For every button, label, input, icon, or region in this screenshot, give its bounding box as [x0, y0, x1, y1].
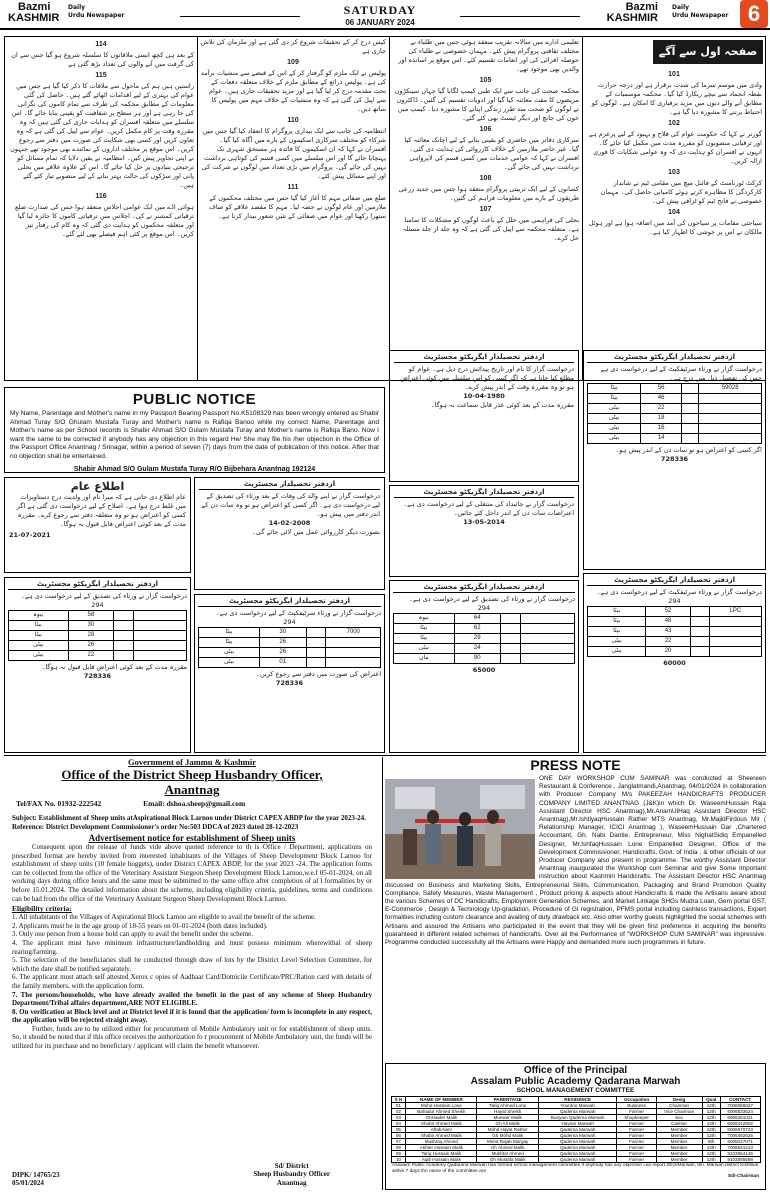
- heirs-table-g: 64 بیوہ 62 بیٹا 29 بیٹا 24 بیٹی 90 ماں: [393, 613, 575, 664]
- urdu-article-column-4: 101 وادی میں موسم سرما کی شدت برقرار ہے اور درجہ حرارت نقطہ انجماد سے نیچے ریکارڈ کیا گیا۔ محکمہ موسمیات کے مطابق آنے والے دنوں میں مزید برفباری کا امکان ہے۔ لوگوں کو احتیاط برتنے کا مشورہ دیا گیا ہے۔ 102 گورنر نے کہا کہ حکومت عوام کی فلاح و بہبود کے لیے پرعزم ہے اور ترقیاتی منصوبوں کو مقررہ مدت میں مکمل کیا جائے گا۔ انہوں نے افسران کو ہدایت دی کہ وہ عوامی شکایات کا فوری ازالہ کریں۔ 103 کرکٹ ٹورنامنٹ کے فائنل میچ میں مقامی ٹیم نے شاندار کارکردگی کا مظاہرہ کرتے ہوئے کامیابی حاصل کی۔ مہمان خصوصی نے فاتح ٹیم کو ٹرافی پیش کی۔ 104 سیاحتی مقامات پر سیاحوں کی آمد میں اضافہ ہوا ہے اور ہوٹل مالکان نے اس پر خوشی کا اظہار کیا ہے۔: [588, 71, 762, 236]
- table-cell: 12th: [702, 1103, 720, 1109]
- table-cell: Farmer: [617, 1109, 656, 1115]
- public-notice-signature: Shabir Ahmad S/O Gulam Mustafa Turay R/O Bijbehara Anantnag 192124: [73, 466, 316, 473]
- table-cell: 03: [391, 1115, 406, 1121]
- table-cell: Qaderna Marwah: [538, 1145, 617, 1151]
- table-cell: Member: [656, 1157, 702, 1163]
- criterion: 8. On verification at Block level and at District level if it is found that the application/ form is incomplete in any respect, the application will be rejected straight away.: [12, 1007, 372, 1025]
- table-cell: 12th: [702, 1109, 720, 1115]
- urdu-notice-b: ازدفتر تحصیلدار ایگزیکٹو مجسٹریٹ درخواست گزار کا نام اور تاریخ پیدائش درج ذیل ہے۔ عوام کو مطلع کیا جاتا ہے کہ اگر کسی کو اس سلسلے میں کوئی اعتراض ہو تو وہ مقررہ وقت کے اندر پیش کرے۔ 10-04-1980 مقررہ مدت کے بعد کوئی عذر قابل سماعت نہ ہوگا۔: [389, 350, 579, 482]
- table-cell: Bahadur Ahmed Sheikh: [406, 1109, 477, 1115]
- table-cell: Gh Mohd Malik: [477, 1133, 539, 1139]
- criterion: 7. The persons/households, who have already availed the benefit in the past of any scheme of Sheep Husbandry Department/Tribal affairs department,ARE NOT ELIGIBLE.: [12, 990, 372, 1008]
- table-cell: 6006670723: [720, 1127, 760, 1133]
- table-cell: GhHaider Malik: [406, 1115, 477, 1121]
- press-note: [385, 757, 766, 1057]
- table-cell: Sec: [656, 1115, 702, 1121]
- committee-column-header: CONTACT: [720, 1097, 760, 1103]
- public-notice-body: My Name, Parentage and Mother's name in my Passport Bearing Passport No.K5108329 has been wrongly entered as Shabir Ahmad Turay S/O Ghulam Mustafa Turay and Mother's name is Rafiqa Banoo while my correct Name, Parentage and Mother's name as per School records is Shabir Ahmad S/O Gulam Mustafa Turay and Mother's name is Rafiqa Bano. Now I want the same to be corrected if anybody has any objection in this regard He/ She may file his /her objection in the Office of the Passport Office Anantnag / Srinagar, within a period of seven (7) days from the date of publication of this notice. After that no objection shall be entertained.: [10, 410, 379, 460]
- table-cell: 6005027071: [720, 1139, 760, 1145]
- photo-spacer: [385, 775, 539, 881]
- committee-column-header: Occupation: [617, 1097, 656, 1103]
- table-cell: Member: [656, 1145, 702, 1151]
- table-cell: Cashier: [656, 1121, 702, 1127]
- table-cell: 9103085588: [720, 1157, 760, 1163]
- daily-label-right: Daily Urdu Newspaper: [672, 4, 729, 19]
- table-cell: Farmer: [617, 1133, 656, 1139]
- table-cell: Member: [656, 1127, 702, 1133]
- principal-footer: Assalam Public Academy Qadarana Marwah has formed school management committee if anybody has any objection can report ZEO/Marwah, teh. Marwah district Kishtwar within 7 days the name of the committee are: [392, 1163, 759, 1174]
- tel-fax: Tel/FAX No. 01932-222542: [16, 799, 102, 808]
- criterion: 3. Only one person from a house hold can apply to avail the benefit under the scheme.: [12, 930, 254, 939]
- urdu-notice-c: ازدفتر تحصیلدار ایگزیکٹو مجسٹریٹ درخواست گزار نے جائیداد کی منتقلی کے لیے درخواست دی ہے۔ اعتراضات سات دن کے اندر داخل کئے جائیں۔ 13-05-2014: [389, 485, 579, 577]
- article-number: 114: [95, 41, 107, 48]
- daily-label-left: Daily Urdu Newspaper: [68, 4, 125, 19]
- principal-signature: Sd/-Chairman: [727, 1174, 759, 1179]
- table-cell: 05: [391, 1127, 406, 1133]
- table-cell: 04: [391, 1121, 406, 1127]
- table-cell: 12th: [702, 1115, 720, 1121]
- office-heading: Office of the District Sheep Husbandry Officer,: [61, 767, 323, 782]
- signature-block: Sd/ District Sheep Husbandry Officer Anantnag: [253, 1161, 330, 1187]
- criterion: 2. Applicants must be in the age group of 18-55 years on 01-01-2024 (both dates included).: [12, 921, 268, 930]
- table-cell: 07: [391, 1139, 406, 1145]
- committee-title: SCHOOL MANAGEMENT COMMITTEE: [516, 1087, 635, 1094]
- criterion: 4. The applicant must have minimum infrastructure/landholding and must possess minimum wherewithal of sheep rearing/farming.: [12, 938, 372, 956]
- table-cell: Qaderna Marwah: [538, 1157, 617, 1163]
- masthead: [0, 0, 770, 30]
- press-note-body: ONE DAY WORKSHOP CUM SAMINAR was conducted at Sheereen Restaurant & Conference , Janglatmandi,Anantnag, 04/01/2024 in collaboration with Producer Company M/s PAKEEZAH HANDICRAFTS PRODUCER COMPANY LIMITED ANANTNAG (J&K)in which Dr. WaseemHussain Raja Assistant Director HSC Anantnag),Mr.AnamUlHaq Assistant Director HSC Anantnag),Mr.IshtiyaqHussain Rather MTS Anantnag, Mr.MajidFirdous Mir ( Relationship Manager, ICICI Anantnag ), WaseemHussain Dar ,Chartered Accountant, Gh. Nabi Dantie, Entrepreneur, Miss NighatSidiq Empanelled Designer, Mr.IshfaqHussain Lone Empanelled Designer, Office of the Development Commissioner, Handicrafts, Govt. of India , & other officials of our Producer Company also present in programme. The worthy Assistant Director Anantnag inaugurated the Workshop cum Seminar and give Some Important instruction about Kashmiri Handicrafts. The Assistant Director HSC Anantnag discussed on Business and Marketing Skills, Entrepreneurial Skills, Communication, Packaging and Brand Promotion Quality Compliance, Safety Measures, Waste Management , Product pricing & aspects about Handicrafts & made the Artisans aware about the various Schemes of DC Handicrafts, Employment Generation Schemes, and Market Linkage SHGs Mudra Loan, Gem portal GST, E-Commerce , Design & Technology Up-gradation, Procedure of GI registration, PFMS portal including cashless transactions, Expert formalities including custom clearance and availing of duty drawback etc. Also other worthy guests highlighted the social schemes with Artisans and assured the Artisans who participated in the event that they will be given first preference in acquiring the benefits guaranteed in different related schemes of handicrafts. Over all the Performance of "WORKSHOP CUM SAMINAR" was impressive. Programme conducted successfully all the Artisans were Happy and demanded more such programmes in future.: [385, 775, 766, 947]
- closing-paragraph: Further, funds are to be utilized either for procurement of Mobile Ambulatory unit or for establishment of sheep units. So, it should be noted that if this office receives the authorization fo r procurement of Mobile Ambulatory unit, the funds will be utilized for its purchase and no beneficiary / applicant will claim the benefit whatsoever.: [12, 1024, 372, 1051]
- table-cell: Gh Mustafa Malik: [477, 1157, 539, 1163]
- urdu-notice-f: ازدفتر تحصیلدار ایگزیکٹو مجسٹریٹ درخواست گزار نے ورثاء سرٹیفکیٹ کے لیے درخواست دی ہے۔ 294 7000 30 بیٹا 26 بیٹا 26 بیٹی 01 بیٹی اعتراض کی صورت میں دفتر سے رجوع کریں۔ 728336: [194, 594, 385, 753]
- table-cell: Mohd Rajab Margay: [477, 1139, 539, 1145]
- table-row: [391, 1157, 760, 1163]
- table-cell: Yourdoo Marwah: [538, 1103, 617, 1109]
- table-cell: 7006055027: [720, 1103, 760, 1109]
- urdu-notice-a: ازدفتر تحصیلدار مجسٹریٹ درخواست گزار نے اپنے والد کی وفات کے بعد ورثاء کی تصدیق کے لیے درخواست دی ہے۔ اگر کسی کو اعتراض ہو تو وہ سات دن کے اندر دفتر میں پیش ہو۔ 14-02-2008 بصورت دیگر کارروائی عمل میں لائی جائے گی۔: [194, 477, 385, 590]
- table-cell: 6006251021: [720, 1115, 760, 1121]
- table-cell: Farmer: [617, 1139, 656, 1145]
- table-cell: 01: [391, 1103, 406, 1109]
- table-cell: Farmer: [617, 1145, 656, 1151]
- table-cell: 12th: [702, 1151, 720, 1157]
- table-cell: Bunyam Qaderna Marwah: [538, 1115, 617, 1121]
- subject: Subject: Establishment of Sheep units atAspirational Block Larnoo under District CAPEX ABDP for the year 2023-24.: [12, 814, 366, 822]
- principal-title: Office of the Principal: [523, 1065, 628, 1076]
- public-notice: [4, 387, 385, 473]
- dipk-reference: DIPK/ 14765/23 05/01/2024: [12, 1171, 60, 1187]
- table-cell: Qaderna Marwah: [538, 1133, 617, 1139]
- table-cell: Mohd Hussain Lone: [406, 1103, 477, 1109]
- table-cell: Mohd Hayat Rather: [477, 1127, 539, 1133]
- press-note-title: PRESS NOTE: [530, 757, 621, 773]
- urdu-article-column-2: کیس درج کر کے تحقیقات شروع کر دی گئی ہے اور ملزمان کی تلاش جاری ہے 109 پولیس نے ایک ملزم کو گرفتار کر کے اس کے قبضے سے منشیات برآمد کی ہے۔ پولیس ذرائع کے مطابق ملزم کے خلاف متعلقہ دفعات کے تحت مقدمہ درج کر لیا گیا ہے اور مزید تحقیقات جاری ہیں۔ عوام سے اپیل کی گئی ہے کہ وہ منشیات کے خلاف مہم میں پولیس کا ساتھ دیں۔ 110 انتظامیہ کی جانب سے ایک بیداری پروگرام کا انعقاد کیا گیا جس میں شرکاء کو مختلف سرکاری اسکیموں کے بارے میں آگاہ کیا گیا۔ افسران نے کہا کہ ان اسکیموں کا فائدہ ہر مستحق شہری تک پہنچایا جائے گا اور اس سلسلے میں کسی قسم کی کوتاہی برداشت نہیں کی جائے گی۔ پروگرام میں بڑی تعداد میں لوگوں نے شرکت کی اور اپنے مسائل پیش کئے۔ 111 ضلع میں صفائی مہم کا آغاز کیا گیا جس میں مختلف محکموں کے ملازمین اور عام لوگوں نے حصہ لیا۔ مہم کا مقصد علاقے کو صاف ستھرا رکھنا اور عوام میں صفائی کے تئیں شعور بیدار کرنا ہے۔: [200, 38, 386, 220]
- sheep-husbandry-advertisement: [4, 757, 380, 1189]
- masthead-date: [180, 3, 580, 27]
- table-cell: Shabir Ahmed Malik: [406, 1121, 477, 1127]
- committee-column-header: Qual: [702, 1097, 720, 1103]
- masthead-day: SATURDAY: [343, 3, 417, 17]
- table-cell: Mukhtar Ahmed: [477, 1151, 539, 1157]
- table-cell: Qaderna Marwah: [538, 1151, 617, 1157]
- table-cell: Farmer: [617, 1127, 656, 1133]
- committee-column-header: NAME OF MEMBER: [406, 1097, 477, 1103]
- table-cell: 7006641413: [720, 1145, 760, 1151]
- table-cell: Mushtaq Ahmed: [406, 1139, 477, 1145]
- table-cell: 8th: [702, 1139, 720, 1145]
- table-cell: 09: [391, 1151, 406, 1157]
- criterion: 5. The selection of the beneficiaries shall be conducted through draw of lots by the District Level Selection Committee, for which the date shall be notified separately.: [12, 956, 372, 973]
- gov-heading: Government of Jammu & Kashmir: [128, 757, 256, 767]
- table-cell: Farmer: [617, 1157, 656, 1163]
- table-cell: 12th: [702, 1121, 720, 1127]
- urdu-notice-h: ازدفتر تحصیلدار ایگزیکٹو مجسٹریٹ درخواست گزار نے ورثاء سرٹیفکیٹ کے لیے درخواست دی ہے۔ 294 LPC 52 بیٹا 48 بیٹا 43 بیٹا 22 بیٹی 20 بیٹی 60000: [583, 573, 766, 753]
- committee-table-body: [391, 1103, 760, 1163]
- office-location: Anantnag: [164, 782, 220, 797]
- criterion: 6. The applicant must attach self attested Xerox c opies of Aadhaar Card/Domicile Certificate/PRC/Ration card with details of the family members, with the application form.: [12, 973, 372, 990]
- advertisement-title: Advertisement notice for establishment of Sheep units: [88, 833, 296, 843]
- table-cell: Vice Chairman: [656, 1109, 702, 1115]
- table-cell: Akhter Hussain Malik: [406, 1145, 477, 1151]
- table-cell: Gh Ahmed Malik: [477, 1145, 539, 1151]
- section-divider: [4, 755, 766, 756]
- table-cell: 08: [391, 1145, 406, 1151]
- brand-left: [8, 2, 59, 24]
- table-cell: Chairman: [656, 1103, 702, 1109]
- eligibility-title: Eligibility criteria:: [12, 904, 72, 914]
- table-cell: Hayran Marwah: [538, 1121, 617, 1127]
- table-cell: Farmer: [617, 1121, 656, 1127]
- brand-left-line1: Bazmi: [18, 1, 51, 13]
- brand-right: Bazmi KASHMIR: [606, 1, 658, 24]
- table-cell: Member: [656, 1133, 702, 1139]
- table-cell: Qaderna Marwah: [538, 1109, 617, 1115]
- urdu-notice-d: ازدفتر تحصیلدار ایگزیکٹو مجسٹریٹ درخواست گزار نے ورثاء سرٹیفکیٹ کے لیے درخواست دی ہے جس کی تفصیل ذیل میں درج ہے۔ 59028 56 بیٹا 46 بیٹا 22 بیٹی 18 بیٹی 16 بیٹی 14 بیٹی اگر کسی کو اعتراض ہو تو سات دن کے اندر پیش ہو۔ 728336: [583, 350, 766, 570]
- ittila-aam-title: اطلاع عام: [70, 480, 125, 493]
- table-cell: Member: [656, 1139, 702, 1145]
- page-number-badge: 6: [740, 0, 768, 28]
- table-cell: Member: [656, 1151, 702, 1157]
- column-divider: [582, 36, 583, 381]
- urdu-notice-e: ازدفتر تحصیلدار ایگزیکٹو مجسٹریٹ درخواست گزار نے ورثاء کی تصدیق کے لیے درخواست دی ہے۔ 294 58 بیوہ 30 بیٹا 28 بیٹا 26 بیٹی 22 بیٹی مقررہ مدت کے بعد کوئی اعتراض قابل قبول نہ ہوگا۔ 728336: [4, 577, 191, 753]
- heirs-table-f: 7000 30 بیٹا 26 بیٹا 26 بیٹی 01 بیٹی: [198, 627, 381, 668]
- table-cell: Farmer: [617, 1151, 656, 1157]
- table-cell: Qaderna Marwah: [538, 1127, 617, 1133]
- committee-table: [391, 1096, 761, 1163]
- public-notice-title: PUBLIC NOTICE: [132, 391, 257, 408]
- table-cell: 12th: [702, 1133, 720, 1139]
- table-cell: Shabir Ahmed Malik: [406, 1133, 477, 1139]
- heirs-table-h: LPC 52 بیٹا 48 بیٹا 43 بیٹا 22 بیٹی 20 بیٹی: [587, 606, 762, 657]
- ittila-aam-date: 21-07-2021: [9, 531, 51, 539]
- table-cell: 6006442902: [720, 1121, 760, 1127]
- table-cell: 02: [391, 1109, 406, 1115]
- table-cell: 6006533524: [720, 1109, 760, 1115]
- criterion: 1. All inhabitants of the Villages of Aspirational Block Larnoo are eligible to avail the benefit of the scheme.: [12, 913, 316, 922]
- reference: Reference: District Development Commissioner's order No:503 DDCA of 2023 dated 28-12-2023: [12, 823, 299, 831]
- principal-notice: [385, 1063, 766, 1190]
- table-cell: Munwer Malik: [477, 1115, 539, 1121]
- section-divider: [382, 757, 383, 1190]
- brand-left-line2: KASHMIR: [8, 12, 60, 24]
- table-cell: Tariq Ahmed Lone: [477, 1103, 539, 1109]
- table-cell: 12th: [702, 1157, 720, 1163]
- ittila-aam-notice: اطلاع عام عام اطلاع دی جاتی ہے کہ میرا نام اور ولدیت درج دستاویزات میں غلط درج ہوا ہے۔ اصلاح کے لیے درخواست دی گئی ہے اگر کسی کو اعتراض ہو تو وہ متعلقہ دفتر سے رجوع کرے۔ مقررہ مدت کے بعد کوئی اعتراض قابل قبول نہ ہوگا۔ 21-07-2021: [4, 477, 191, 573]
- column-divider: [197, 36, 198, 381]
- table-cell: Hayat Sheikh: [477, 1109, 539, 1115]
- table-cell: Business: [617, 1103, 656, 1109]
- heirs-table-e: 58 بیوہ 30 بیٹا 28 بیٹا 26 بیٹی 22 بیٹی: [8, 610, 187, 661]
- table-cell: Qaderna Marwah: [538, 1139, 617, 1145]
- table-cell: 12th: [702, 1127, 720, 1133]
- school-name: Assalam Public Academy Qadarana Marwah: [470, 1076, 681, 1087]
- advertisement-intro: Consequent upon the release of funds vide above quoted reference to th is Office / Department, applications on prescribed format are hereby invited from interested inhabitants of the Villages of Sheep Development Block Larnoo for establishment of sheep units (10 female hoggets), under District CAPEX ABDP, for the year 2023 -24. The application forms can be collected from the office of the Veterinary Assistant Surgeon Sheep Development Block Larnoo,w.e.f 05-01-2024, on all working days during office hours and the same must be submitted to the same office after completion of al l formalities by or before 15.01.2024. The detailed information about the scheme, including eligibility criteria, guidelines, terms and conditions can be had from the office of the Veterinary Assistant Surgeon Sheep Development Block Larnoo.: [12, 843, 372, 903]
- table-cell: 7006482626: [720, 1133, 760, 1139]
- urdu-article-column-1: 114 کے بعد ہی کچھ ایسی ملاقاتوں کا سلسلہ شروع ہو گیا جس سے ان کی گرفت میں آنے والوں کی تعداد بڑھ گئی ہے 115 راستیں ہیں ہم کی ماحول سے ملاقات کا ذکر کیا گیا ہے جس میں عوام کی بہتری کے لیے اقدامات اٹھائے گئے ہیں۔ حاصل کی گئی معلومات کے مطابق محکمہ کی طرف سے تمام کاموں کی نگرانی کی جا رہی ہے اور ہر سطح پر شفافیت کو یقینی بنایا جائے گا۔ اس سلسلے میں متعلقہ افسران کو ہدایات جاری کی گئی ہیں کہ وہ مقررہ وقت پر کام مکمل کریں۔ عوام سے اپیل کی گئی ہے کہ وہ تعاون کریں اور کسی بھی شکایت کی صورت میں دفتر سے رجوع کریں۔ اس موقع پر مختلف اداروں کے نمائندے بھی موجود تھے جنہوں نے اپنی تجاویز پیش کیں۔ انتظامیہ نے یقین دلایا کہ تمام مسائل کو ترجیحی بنیادوں پر حل کیا جائے گا۔ اس کے علاوہ علاقے میں بجلی پانی اور سڑکوں کی حالت بہتر بنانے کے لیے منصوبے تیار کئے گئے ہیں۔ 116 ہوائی اڈے میں ایک عوامی اجلاس منعقد ہوا جس کی صدارت ضلع ترقیاتی کمشنر نے کی۔ اجلاس میں ترقیاتی کاموں کا جائزہ لیا گیا اور متعلقہ محکموں کو ہدایت دی گئی کہ وہ کام کی رفتار تیز کریں۔ اس موقع پر کئی اہم فیصلے بھی لئے گئے۔: [8, 38, 194, 378]
- table-cell: Aqib Hussain Malik: [406, 1157, 477, 1163]
- table-cell: Shopkeeper: [617, 1115, 656, 1121]
- heirs-table-d: 59028 56 بیٹا 46 بیٹا 22 بیٹی 18 بیٹی 16 بیٹی 14 بیٹی: [587, 383, 762, 444]
- committee-column-header: RESIDENCE: [538, 1097, 617, 1103]
- table-cell: 12th: [702, 1145, 720, 1151]
- front-page-continued-banner: صفحہ اول سے آگے: [653, 40, 763, 64]
- committee-column-header: PARENTAGE: [477, 1097, 539, 1103]
- table-cell: Tariq Hussain Malik: [406, 1151, 477, 1157]
- urdu-article-column-3: تعلیمی ادارے میں سالانہ تقریب منعقد ہوئی جس میں طلباء نے مختلف ثقافتی پروگرام پیش کئے۔ مہمان خصوصی نے طلباء کی حوصلہ افزائی کی اور انعامات تقسیم کئے۔ اس موقع پر اساتذہ اور والدین بھی موجود تھے۔ 105 محکمہ صحت کی جانب سے ایک طبی کیمپ لگایا گیا جہاں سینکڑوں مریضوں کا مفت معائنہ کیا گیا اور ادویات تقسیم کی گئیں۔ ڈاکٹروں نے لوگوں کو صحت مند طرز زندگی اپنانے کا مشورہ دیا۔ کیمپ میں خون کی جانچ اور دیگر ٹیسٹ بھی کئے گئے۔ 106 سرکاری دفاتر میں حاضری کو یقینی بنانے کے لیے اچانک معائنہ کیا گیا۔ غیر حاضر ملازمین کے خلاف کارروائی کی ہدایت دی گئی۔ افسران نے کہا کہ عوامی خدمات میں کسی قسم کی لاپرواہی برداشت نہیں کی جائے گی۔ 108 کسانوں کے لیے ایک تربیتی پروگرام منعقد ہوا جس میں جدید زرعی طریقوں کے بارے میں معلومات فراہم کی گئیں۔ 107 بجلی کی فراہمی میں خلل کے باعث لوگوں کو مشکلات کا سامنا ہے۔ متعلقہ محکمہ سے اپیل کی گئی ہے کہ وہ جلد از جلد مسئلہ حل کرے۔: [394, 38, 579, 242]
- committee-column-header: S N: [391, 1097, 406, 1103]
- column-divider: [389, 36, 390, 381]
- table-cell: 06: [391, 1133, 406, 1139]
- table-cell: 9103554146: [720, 1151, 760, 1157]
- contact-row: [4, 799, 380, 808]
- masthead-rule-right: [460, 16, 580, 17]
- table-cell: AftabAlam: [406, 1127, 477, 1133]
- email: Email: dshoa.sheep@gmail.com: [143, 799, 246, 808]
- committee-column-header: Desig: [656, 1097, 702, 1103]
- masthead-date-text: 06 JANUARY 2024: [345, 18, 415, 27]
- table-cell: 10: [391, 1157, 406, 1163]
- urdu-notice-g: ازدفتر تحصیلدار ایگزیکٹو مجسٹریٹ درخواست گزار نے ورثاء کی تصدیق کے لیے درخواست دی ہے۔ 294 64 بیوہ 62 بیٹا 29 بیٹا 24 بیٹی 90 ماں 65000: [389, 580, 579, 753]
- table-cell: Gh Ali Malik: [477, 1121, 539, 1127]
